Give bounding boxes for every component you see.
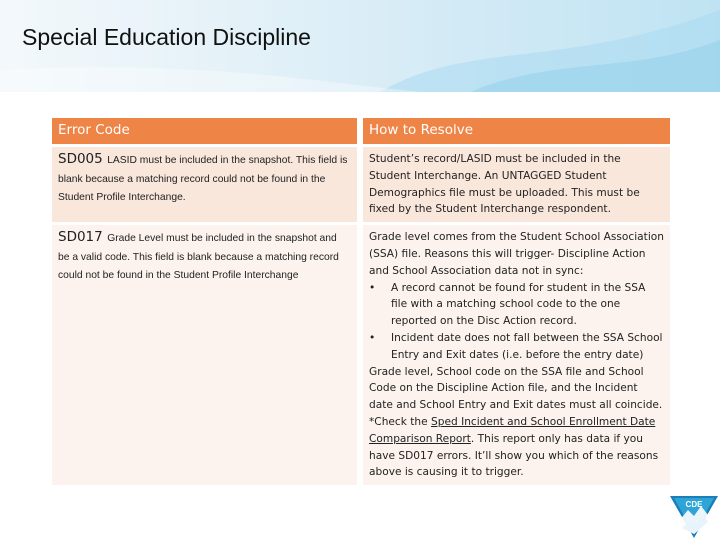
header-error-code: Error Code	[52, 118, 357, 144]
resolve-cell-sd017	[363, 225, 670, 485]
bullet-icon: •	[369, 331, 376, 344]
logo-text: CDE	[685, 500, 703, 509]
table-row	[52, 147, 670, 222]
error-description: LASID must be included in the snapshot. This field is blank because a matching record could not be found in the Student Profile Interchange.	[58, 155, 348, 203]
list-item: • Incident date does not fall between the SSA School Entry and Exit dates (i.e. before the entry date)	[369, 331, 663, 361]
report-link[interactable]: Sped Incident and School Enrollment Date Comparison Report	[369, 415, 656, 445]
table-header-row	[52, 118, 670, 144]
error-code: SD017	[58, 229, 103, 246]
resolve-cell-sd005	[363, 147, 670, 222]
error-cell-sd017	[52, 225, 357, 485]
resolve-note: *Check the Sped Incident and School Enrollment Date Comparison Report. This report only has data if you have SD017 errors. It’ll show you which of the reasons above is causing it to trigger.	[369, 415, 659, 479]
error-code: SD005	[58, 151, 103, 167]
bullet-icon: •	[369, 281, 376, 294]
resolve-bullet-list	[369, 280, 664, 364]
resolve-after: Grade level, School code on the SSA file and School Code on the Discipline Action file, and the Incident date and School Entry and Exit dates must all coincide.	[369, 365, 663, 412]
header-how-to-resolve: How to Resolve	[363, 118, 670, 144]
table-row	[52, 225, 670, 485]
cde-mountain-logo	[668, 488, 720, 540]
error-cell-sd005	[52, 147, 357, 222]
error-table	[52, 115, 670, 488]
slide-title: Special Education Discipline	[22, 24, 311, 50]
error-description: Grade Level must be included in the snapshot and be a valid code. This field is blank because a matching record could not be found in the Student Profile Interchange	[58, 233, 339, 282]
title-band	[0, 0, 720, 92]
resolve-intro: Grade level comes from the Student School Association (SSA) file. Reasons this will trigger- Discipline Action and School Association data not in sync:	[369, 231, 664, 277]
list-item: • A record cannot be found for student in the SSA file with a matching school code to the one reported on the Disc Action record.	[369, 281, 646, 328]
resolve-text: Student’s record/LASID must be included in the Student Interchange. An UNTAGGED Student Demographics file must be uploaded. This must be fixed by the Student Interchange respondent.	[369, 153, 640, 216]
